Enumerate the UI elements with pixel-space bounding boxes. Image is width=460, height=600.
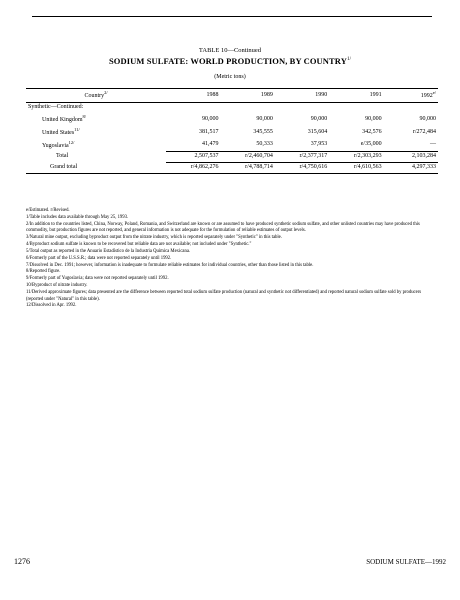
cell-value: r/272,484 (412, 128, 436, 135)
header-year: 1990 (275, 89, 329, 103)
table-row-us (26, 126, 438, 139)
cell-value: r/4,610,563 (329, 162, 383, 173)
row-label-text: Yugoslavia (42, 143, 69, 150)
footnote: 5/Total output as reported in the Anuario Estadístico de la Industria Química Mexicana. (26, 248, 191, 254)
cell-value: 315,604 (307, 128, 328, 135)
cell-value: 90,000 (365, 115, 382, 122)
cell-value: r/2,303,293 (329, 151, 383, 162)
cell-value: r/4,750,616 (275, 162, 329, 173)
production-table (26, 88, 438, 174)
footnote: 11/Derived approximate figures; data presented are the difference between reported total sodium sulfate production (natural and synthetic not differentiated) and reported natural sodium sulfate sold by producers (reported under "Natural" in this table). (26, 289, 422, 302)
cell-value: 90,000 (310, 115, 328, 122)
cell-value: r/4,788,714 (220, 162, 274, 173)
row-label (26, 113, 166, 126)
page-number: 1276 (14, 557, 30, 566)
row-footnote-ref: 12/ (68, 140, 75, 146)
table-title (0, 56, 460, 66)
footnote: 9/Formerly part of Yugoslavia; data were not reported separately until 1992. (26, 276, 169, 282)
header-year: 1988 (166, 89, 220, 103)
cell-value: 342,576 (362, 128, 382, 135)
section-label: Synthetic—Continued: (28, 104, 84, 111)
cell-value: r/2,377,317 (275, 151, 329, 162)
cell-value: e/35,000 (360, 141, 382, 148)
header-country (26, 89, 166, 103)
table-unit: (Metric tons) (214, 74, 246, 80)
cell-value: 2,103,284 (384, 151, 438, 162)
footnote: 10/Byproduct of nitrate industry. (26, 282, 88, 288)
table-row-yugoslavia (26, 139, 438, 152)
row-label: Grand total (26, 162, 166, 173)
table-title-footnote-ref: 1/ (346, 57, 352, 63)
header-country-label: Country (84, 93, 105, 99)
cell-value: 37,953 (310, 141, 328, 148)
cell-value: — (430, 141, 436, 148)
section-row (26, 102, 438, 112)
table-number: TABLE 10—Continued (198, 47, 262, 54)
header-year-label: 1992 (420, 93, 433, 99)
cell-value: 41,479 (201, 141, 219, 148)
row-footnote-ref: 8/ (82, 114, 87, 120)
table-row-total (26, 151, 438, 162)
cell-value: 345,555 (253, 128, 273, 135)
row-footnote-ref: 11/ (74, 127, 80, 133)
row-label (26, 139, 166, 152)
cell-value: 90,000 (419, 115, 436, 122)
footnote: 1/Table includes data available through May 25, 1993. (26, 214, 129, 220)
footnote: 12/Dissolved in Apr. 1992. (26, 303, 77, 309)
cell-value: 90,000 (256, 115, 273, 122)
row-label-text: United States (42, 130, 75, 137)
header-row (26, 89, 438, 103)
header-country-footnote-ref: 2/ (104, 90, 108, 95)
header-year-last (384, 89, 438, 103)
footnote: 2/In addition to the countries listed, China, Norway, Poland, Romania, and Switzerland are known or are assumed to have produced synthetic sodium sulfate, and other unlisted countries may have produced this commodity, but production figures are not reported, and general information is not adequate for the formulation of reliable estimates of output levels. (26, 221, 420, 234)
cell-value: r/4,862,276 (166, 162, 220, 173)
cell-value: 4,297,333 (384, 162, 438, 173)
footnote: 7/Dissolved in Dec. 1991; however, information is inadequate to formulate reliable estimates for individual countries, other than those listed in this table. (26, 262, 314, 268)
header-year-footnote-ref: e/ (432, 90, 436, 95)
footnote: 3/Natural mine output, excluding byproduct output from the nitrate industry, which is reported separately under "Synthetic" in this table. (26, 235, 282, 241)
header-year: 1989 (220, 89, 274, 103)
cell-value: 90,000 (201, 115, 219, 122)
footnote: 6/Formerly part of the U.S.S.R.; data were not reported separately until 1992. (26, 255, 172, 261)
table-row-grand-total (26, 162, 438, 173)
footnote: 8/Reported figure. (26, 269, 61, 275)
top-rule (32, 16, 432, 17)
cell-value: 381,517 (198, 128, 219, 135)
table-title-text: SODIUM SULFATE: WORLD PRODUCTION, BY COUNTRY (108, 56, 347, 66)
row-label (26, 126, 166, 139)
footnote: 4/Byproduct sodium sulfate is known to be recovered but reliable data are not available; not included under "Synthetic." (26, 242, 252, 248)
row-label: Total (56, 153, 69, 160)
running-title: SODIUM SULFATE—1992 (366, 558, 446, 566)
cell-value: r/2,460,704 (220, 151, 274, 162)
footnotes (26, 208, 436, 310)
footnote: e/Estimated. r/Revised. (26, 208, 70, 213)
table-row-uk (26, 113, 438, 126)
cell-value: 2,507,537 (166, 151, 220, 162)
row-label-text: United Kingdom (42, 117, 83, 124)
cell-value: 50,333 (256, 141, 273, 148)
header-year: 1991 (329, 89, 383, 103)
